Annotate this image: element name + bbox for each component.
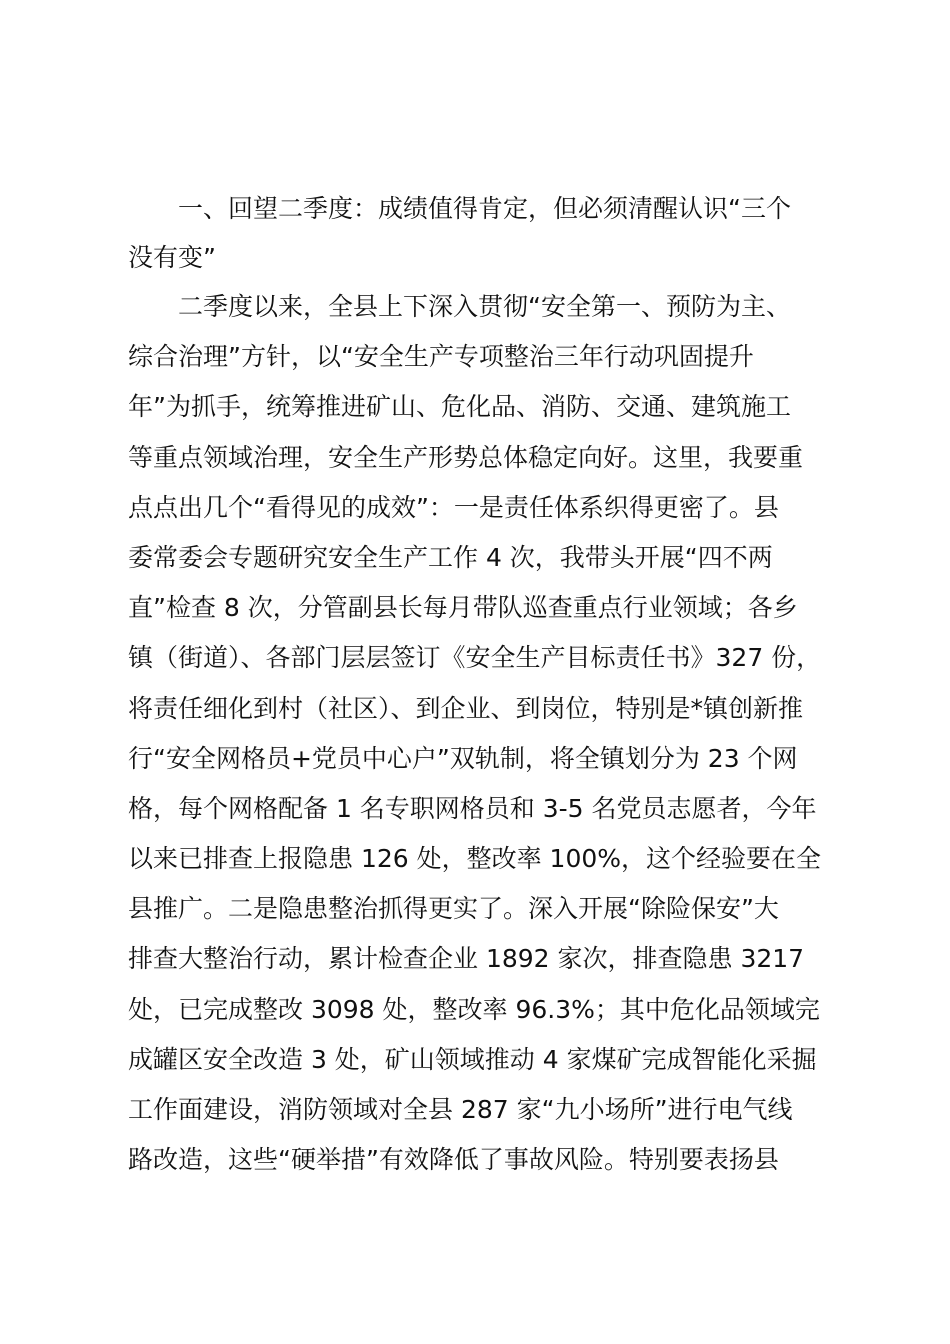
- paragraph-line: 排查大整治行动，累计检查企业 1892 家次，排查隐患 3217: [128, 944, 805, 974]
- paragraph-line: 综合治理”方针，以“安全生产专项整治三年行动巩固提升: [128, 342, 754, 372]
- paragraph-line: 成罐区安全改造 3 处，矿山领域推动 4 家煤矿完成智能化采掘: [128, 1044, 817, 1074]
- paragraph-line: 行“安全网格员+党员中心户”双轨制，将全镇划分为 23 个网: [128, 743, 798, 773]
- paragraph-line: 年”为抓手，统筹推进矿山、危化品、消防、交通、建筑施工: [128, 392, 791, 422]
- paragraph-line: 处，已完成整改 3098 处，整改率 96.3%；其中危化品领域完: [128, 994, 820, 1024]
- paragraph-line: 委常委会专题研究安全生产工作 4 次，我带头开展“四不两: [128, 542, 773, 572]
- paragraph-line: 二季度以来，全县上下深入贯彻“安全第一、预防为主、: [178, 292, 791, 321]
- section-heading-line-2: 没有变”: [128, 243, 216, 272]
- paragraph-line: 以来已排查上报隐患 126 处，整改率 100%，这个经验要在全: [128, 844, 822, 874]
- paragraph-line: 将责任细化到村（社区）、到企业、到岗位，特别是*镇创新推: [128, 693, 804, 723]
- paragraph-line: 镇（街道）、各部门层层签订《安全生产目标责任书》327 份，: [128, 643, 822, 673]
- paragraph-line: 等重点领域治理，安全生产形势总体稳定向好。这里，我要重: [128, 442, 804, 472]
- document-body: [128, 184, 840, 1185]
- paragraph-line: 工作面建设，消防领域对全县 287 家“九小场所”进行电气线: [128, 1095, 793, 1124]
- section-heading-line-1: 一、回望二季度：成绩值得肯定，但必须清醒认识“三个: [178, 194, 791, 223]
- paragraph-line: 格，每个网格配备 1 名专职网格员和 3-5 名党员志愿者，今年: [128, 793, 817, 823]
- paragraph-line: 直”检查 8 次，分管副县长每月带队巡查重点行业领域；各乡: [128, 593, 798, 623]
- paragraph-line: 路改造，这些“硬举措”有效降低了事故风险。特别要表扬县: [128, 1145, 779, 1175]
- paragraph-line: 点点出几个“看得见的成效”：一是责任体系织得更密了。县: [128, 492, 779, 522]
- paragraph-line: 县推广。二是隐患整治抓得更实了。深入开展“除险保安”大: [128, 894, 779, 924]
